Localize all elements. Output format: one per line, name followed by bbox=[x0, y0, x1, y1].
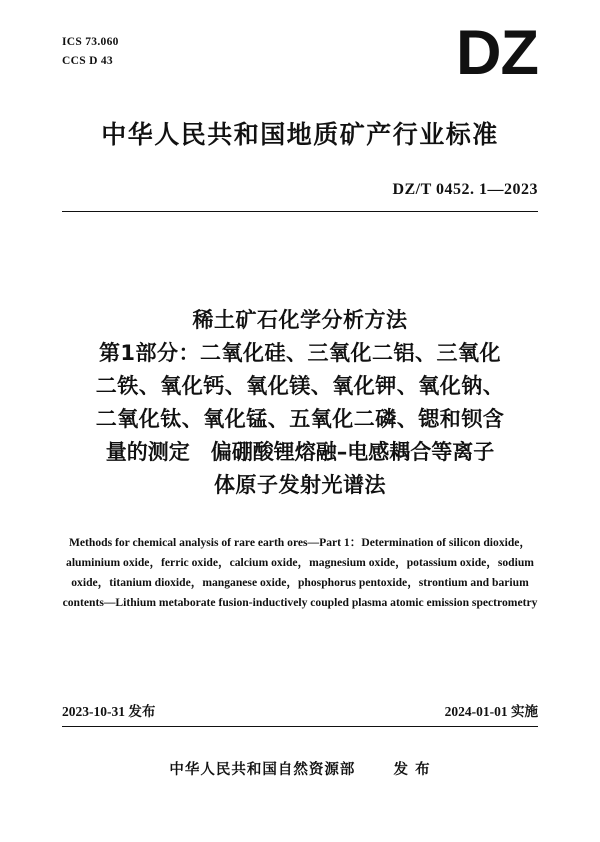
implementation-date: 2024-01-01 实施 bbox=[444, 704, 538, 719]
title-chinese-line: 量的测定 偏硼酸锂熔融–电感耦合等离子 bbox=[105, 440, 495, 465]
header-divider bbox=[62, 211, 538, 212]
issuing-authority-title: 中华人民共和国地质矿产行业标准 bbox=[101, 119, 499, 149]
issuer-organization: 中华人民共和国自然资源部 bbox=[169, 762, 356, 778]
title-english bbox=[62, 533, 538, 614]
title-english-line: contents—Lithium metaborate fusion-inductively coupled plasma atomic emission spectrometry bbox=[62, 596, 538, 610]
issuer-action: 发 布 bbox=[393, 762, 431, 778]
ccs-code: CCS D 43 bbox=[62, 55, 113, 68]
title-chinese-line: 稀土矿石化学分析方法 bbox=[192, 307, 408, 332]
title-chinese-line: 体原子发射光谱法 bbox=[214, 473, 386, 498]
title-english-line: oxide，titanium dioxide，manganese oxide，phosphorus pentoxide，strontium and barium bbox=[71, 576, 529, 590]
ics-code: ICS 73.060 bbox=[62, 36, 119, 48]
title-english-line: aluminium oxide，ferric oxide，calcium oxide，magnesium oxide，potassium oxide，sodium bbox=[66, 555, 534, 569]
title-english-line: Methods for chemical analysis of rare earth ores—Part 1：Determination of silicon dioxide， bbox=[68, 535, 532, 549]
standard-number: DZ/T 0452. 1—2023 bbox=[392, 180, 538, 198]
title-chinese-line: 二铁、氧化钙、氧化镁、氧化钾、氧化钠、 bbox=[95, 373, 505, 398]
footer-divider bbox=[62, 726, 538, 727]
title-chinese-line: 二氧化钛、氧化锰、五氧化二磷、锶和钡含 bbox=[95, 407, 505, 432]
title-chinese-line: 第1部分：二氧化硅、三氧化二铝、三氧化 bbox=[98, 340, 502, 365]
dz-logo: DZ bbox=[456, 18, 538, 88]
dates-row bbox=[62, 700, 538, 720]
issuer-line bbox=[0, 758, 600, 779]
title-chinese bbox=[62, 304, 538, 503]
issue-date: 2023-10-31 发布 bbox=[62, 704, 156, 719]
